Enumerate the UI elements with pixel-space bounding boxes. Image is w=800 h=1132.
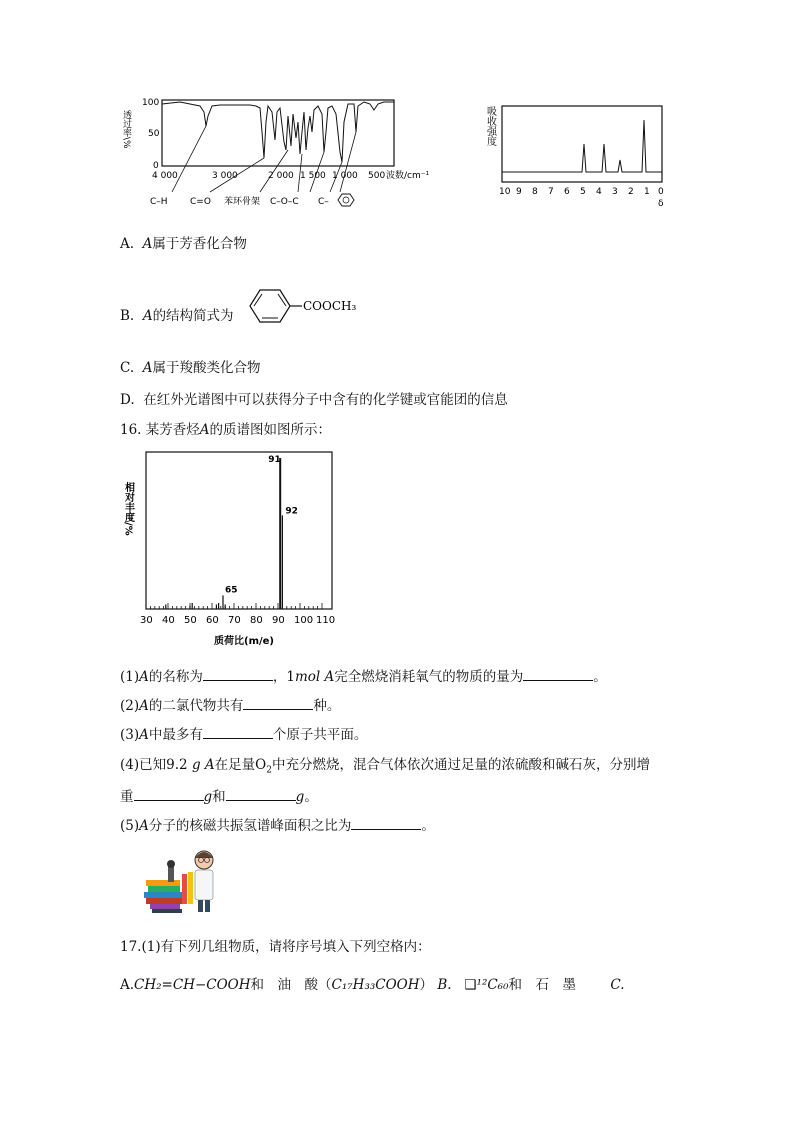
question-17-line-2	[120, 975, 625, 995]
nmr-xtick: 2	[628, 187, 634, 197]
sub-text: 重	[120, 789, 134, 805]
nmr-xtick: 6	[564, 187, 570, 197]
q16-intro-text: 16. 某芳香烃	[120, 422, 200, 438]
nmr-xtick: 4	[596, 187, 602, 197]
benzene-ring-icon	[338, 194, 354, 206]
ir-annotation-lines	[172, 126, 356, 192]
nmr-xtick: 7	[548, 187, 554, 197]
ir-xtick-1500: 1 500	[300, 171, 326, 181]
ms-xtick-label: 50	[184, 615, 197, 626]
variable-a: A	[324, 669, 335, 685]
unit-mol: mol	[295, 669, 321, 685]
sub-text: 已知9.2	[139, 757, 188, 773]
q16-sub-3: (3)A中最多有 个原子共平面。	[120, 724, 367, 745]
scientist-cartoon-image	[140, 846, 222, 916]
nmr-xtick: 3	[612, 187, 618, 197]
option-subject: A	[142, 308, 153, 324]
structure-formula: COOCH₃	[303, 299, 357, 313]
q17-number: 17.	[120, 939, 142, 955]
question-17-intro: 17.(1)有下列几组物质，请将序号填入下列空格内：	[120, 939, 431, 955]
ir-xtick-3000: 3 000	[212, 171, 238, 181]
q16-intro-text-end: 的质谱图如图所示：	[209, 422, 332, 438]
ir-xtick-500: 500	[368, 171, 386, 181]
methyl-benzoate-structure	[240, 286, 380, 326]
variable-a: A	[139, 698, 149, 714]
option-text: 属于羧酸类化合物	[152, 360, 261, 376]
nmr-xtick: 9	[516, 187, 522, 197]
nmr-xunit: δ	[658, 199, 664, 209]
option-letter: A.	[120, 236, 135, 252]
q16-sub-4: (4)已知9.2 g A在足量$O_2$中充分燃烧，混合气体依次通过足量的浓硫酸和碱石灰，分别增	[120, 757, 650, 776]
box-glyph: ❑	[464, 977, 477, 993]
sub-number: 1	[125, 669, 134, 685]
sub-number: 5	[125, 818, 134, 834]
ms-peak-label-91: 91	[268, 455, 281, 465]
ms-xtick-label: 30	[140, 615, 153, 626]
sub-number: 3	[125, 727, 134, 743]
ir-annotation-c-ring: C–	[318, 197, 329, 207]
option-text: 在红外光谱图中可以获得分子中含有的化学键或官能团的信息	[143, 392, 508, 408]
option-subject: A	[142, 236, 153, 252]
ir-xunit: 波数/cm⁻¹	[386, 171, 430, 181]
formula-acrylic-acid: CH₂=CH−COOH	[134, 977, 251, 993]
nmr-xtick: 8	[532, 187, 538, 197]
ms-peak-label-65: 65	[225, 585, 238, 596]
answer-blank[interactable]	[523, 666, 593, 681]
sub-text: 。	[304, 789, 318, 805]
answer-blank[interactable]	[243, 695, 313, 710]
ir-annotation-benzene: 苯环骨架	[224, 197, 261, 207]
sub-number: 2	[125, 698, 134, 714]
option-letter: A.	[120, 977, 135, 993]
ms-peak-label-92: 92	[285, 506, 298, 517]
sub-text: 个原子共平面。	[272, 727, 368, 743]
ms-xtick-label: 80	[250, 615, 263, 626]
variable-a: A	[139, 669, 149, 685]
nmr-xtick: 10	[499, 187, 511, 197]
option-letter: B.	[437, 977, 452, 993]
option-subject: A	[142, 360, 153, 376]
answer-blank[interactable]	[203, 724, 273, 739]
q16-sub-5: (5)A分子的核磁共振氢谱峰面积之比为 。	[120, 815, 435, 836]
variable-a: A	[139, 727, 149, 743]
nmr-xticks	[499, 187, 664, 197]
unit-g: g	[191, 757, 201, 773]
ms-xlabel: 质荷比(m/e)	[214, 636, 274, 647]
ir-spectrum	[120, 92, 430, 217]
q17-text: 和 油 酸（	[250, 977, 332, 993]
question-16-intro	[120, 420, 331, 440]
ir-xtick-4000: 4 000	[152, 171, 178, 181]
ir-trace	[162, 102, 394, 162]
option-letter: C.	[610, 977, 625, 993]
ms-xtick-label: 70	[228, 615, 241, 626]
ms-ylabel: 相对丰度/%	[122, 482, 134, 536]
ir-ytick-100: 100	[142, 98, 160, 108]
mass-spectrum	[122, 446, 352, 648]
ir-xtick-1000: 1 000	[332, 171, 358, 181]
ms-xtick-label: 60	[206, 615, 219, 626]
nmr-xtick: 5	[580, 187, 586, 197]
sub-text: 的名称为	[148, 669, 203, 685]
nmr-xtick: 0	[658, 187, 664, 197]
option-text: 的结构简式为	[152, 308, 234, 324]
option-c	[120, 358, 260, 378]
subscript: 2	[266, 765, 272, 776]
ms-xtick-label: 90	[272, 615, 285, 626]
ms-minor-ticks	[146, 603, 322, 609]
option-letter: B.	[120, 308, 135, 324]
ir-annotation-coc: C–O–C	[270, 197, 299, 207]
sub-text: 和	[212, 789, 226, 805]
q16-sub-1: (1)A的名称为 ，1mol A完全燃烧消耗氧气的物质的量为 。	[120, 666, 607, 687]
sub-text: ，1	[272, 669, 295, 685]
sub-text: 。	[421, 818, 435, 834]
option-letter: D.	[120, 392, 135, 408]
ir-xtick-2000: 2 000	[268, 171, 294, 181]
sub-text: 中充分燃烧，混合气体依次通过足量的浓硫酸和碱石灰，分别增	[271, 757, 650, 773]
ir-ytick-0: 0	[153, 161, 159, 171]
answer-blank[interactable]	[351, 815, 421, 830]
q17-text: ）	[419, 977, 434, 993]
answer-blank[interactable]	[226, 786, 296, 801]
sub-text: 的二氯代物共有	[148, 698, 244, 714]
ir-annotation-co: C=O	[190, 197, 211, 207]
q17-text: 有下列几组物质，请将序号填入下列空格内：	[160, 939, 431, 955]
unit-g: g	[295, 789, 305, 805]
ms-xtick-label: 100	[294, 615, 314, 626]
nmr-trace	[502, 120, 662, 172]
option-letter: C.	[120, 360, 135, 376]
sub-text: 。	[593, 669, 607, 685]
ir-ytick-50: 50	[148, 129, 160, 139]
sub-number: 4	[125, 757, 134, 773]
option-text: 属于芳香化合物	[152, 236, 247, 252]
answer-blank[interactable]	[203, 666, 273, 681]
ms-xtick-label: 40	[162, 615, 175, 626]
ms-xtick-label: 110	[316, 615, 336, 626]
option-b	[120, 306, 234, 326]
unit-g: g	[203, 789, 213, 805]
option-a	[120, 234, 247, 254]
sub-number: 1	[146, 939, 156, 955]
ms-plot-frame	[146, 452, 332, 609]
ir-ylabel: 透过率\%	[121, 110, 131, 149]
formula-c60: ¹²C₆₀	[476, 977, 509, 993]
variable-a: A	[139, 818, 149, 834]
sub-text: 种。	[313, 698, 341, 714]
sub-text: 中最多有	[148, 727, 203, 743]
answer-blank[interactable]	[134, 786, 204, 801]
nmr-spectrum	[482, 100, 682, 210]
ms-xticks	[140, 615, 335, 626]
q16-variable: A	[199, 422, 210, 438]
sub-text: 分子的核磁共振氢谱峰面积之比为	[148, 818, 352, 834]
ir-annotation-ch: C–H	[150, 197, 168, 207]
q17-text: 和 石 墨	[508, 977, 577, 993]
q16-sub-2: (2)A的二氯代物共有 种。	[120, 695, 340, 716]
sub-text: 完全燃烧消耗氧气的物质的量为	[334, 669, 524, 685]
sub-text: 在足量O	[214, 757, 267, 773]
q16-sub-4-cont	[120, 786, 318, 807]
variable-a: A	[204, 757, 215, 773]
nmr-xtick: 1	[644, 187, 650, 197]
option-d	[120, 390, 508, 410]
formula-oleic-acid: C₁₇H₃₃COOH	[331, 977, 420, 993]
nmr-ylabel: 吸收强度	[484, 106, 496, 146]
